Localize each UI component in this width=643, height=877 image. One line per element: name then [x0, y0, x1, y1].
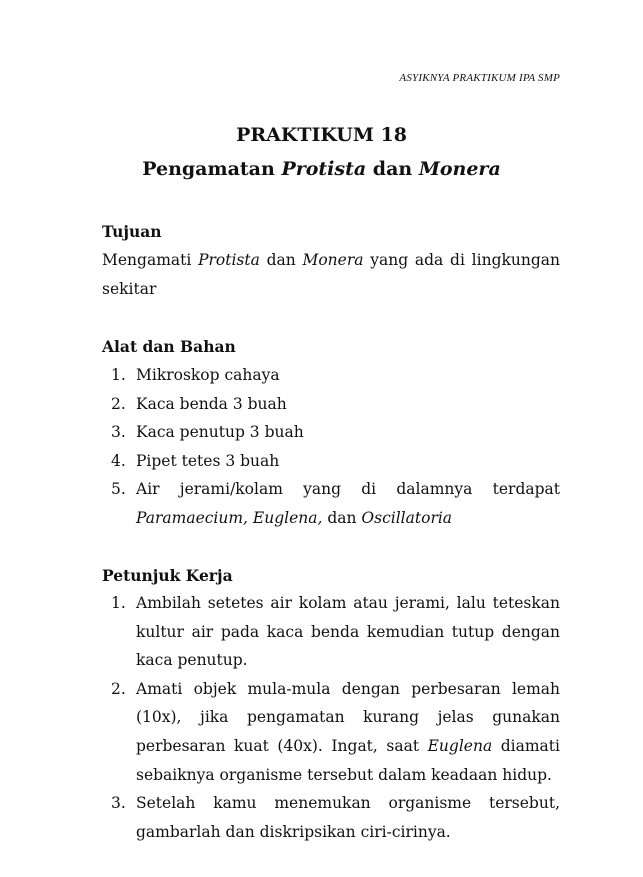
subtitle-italic-monera: Monera [418, 158, 501, 180]
list-number: 2. [111, 679, 126, 698]
list-text-part: Air jerami/kolam yang di dalamnya terdapat [136, 480, 560, 499]
tujuan-italic-monera: Monera [302, 251, 364, 269]
list-number: 5. [111, 480, 126, 499]
tujuan-paragraph [102, 246, 560, 303]
list-text: Kaca penutup 3 buah [136, 423, 304, 442]
list-text-italic: Paramaecium, Euglena, [136, 508, 323, 527]
list-text-part: dan [322, 508, 362, 527]
petunjuk-list [102, 589, 560, 846]
list-item [102, 675, 560, 789]
list-number: 2. [111, 394, 126, 413]
list-number: 1. [111, 366, 126, 384]
list-item [102, 589, 560, 675]
list-text-italic: Oscillatoria [361, 508, 453, 527]
subtitle-part: Pengamatan [142, 158, 282, 180]
list-item [102, 789, 560, 846]
tujuan-text: dan [259, 251, 303, 269]
subtitle-italic-protista: Protista [281, 158, 367, 180]
list-text-part: Amati objek mula-mula dengan perbesaran lemah (10x), jika pengamatan kurang jelas gunakan perbesaran kuat (40x). Ingat, saat [136, 679, 560, 755]
section-heading-petunjuk-kerja: Petunjuk Kerja [102, 566, 233, 585]
tujuan-text: yang ada di lingkungan sekitar [102, 251, 560, 298]
list-text: Mikroskop cahaya [136, 366, 280, 384]
subtitle-part: dan [366, 158, 419, 180]
list-text-part: diamati sebaiknya organisme tersebut dalam keadaan hidup. [136, 736, 560, 784]
list-text: Pipet tetes 3 buah [136, 451, 280, 470]
list-item [102, 475, 560, 532]
alat-list [102, 361, 560, 533]
running-header: ASYIKNYA PRAKTIKUM IPA SMP [399, 72, 560, 84]
list-text [136, 675, 560, 789]
list-text [136, 475, 560, 532]
list-number: 3. [111, 794, 126, 813]
list-item [102, 390, 560, 419]
list-text: Kaca benda 3 buah [136, 394, 287, 413]
list-item [102, 447, 560, 476]
list-text: Setelah kamu menemukan organisme tersebut, gambarlah dan diskripsikan ciri-cirinya. [136, 794, 560, 841]
list-item [102, 418, 560, 447]
list-text-italic: Euglena [427, 736, 493, 755]
page-title: PRAKTIKUM 18 [236, 124, 407, 146]
tujuan-text: Mengamati [102, 251, 199, 269]
section-heading-tujuan: Tujuan [102, 222, 162, 241]
list-number: 1. [111, 594, 126, 612]
list-text: Ambilah setetes air kolam atau jerami, lalu teteskan kultur air pada kaca benda kemudian tutup dengan kaca penutup. [136, 594, 560, 670]
section-heading-alat-dan-bahan: Alat dan Bahan [102, 337, 236, 356]
list-number: 4. [111, 451, 126, 470]
list-item [102, 361, 560, 390]
tujuan-italic-protista: Protista [198, 251, 260, 269]
list-number: 3. [111, 423, 126, 442]
page-subtitle [0, 158, 643, 180]
